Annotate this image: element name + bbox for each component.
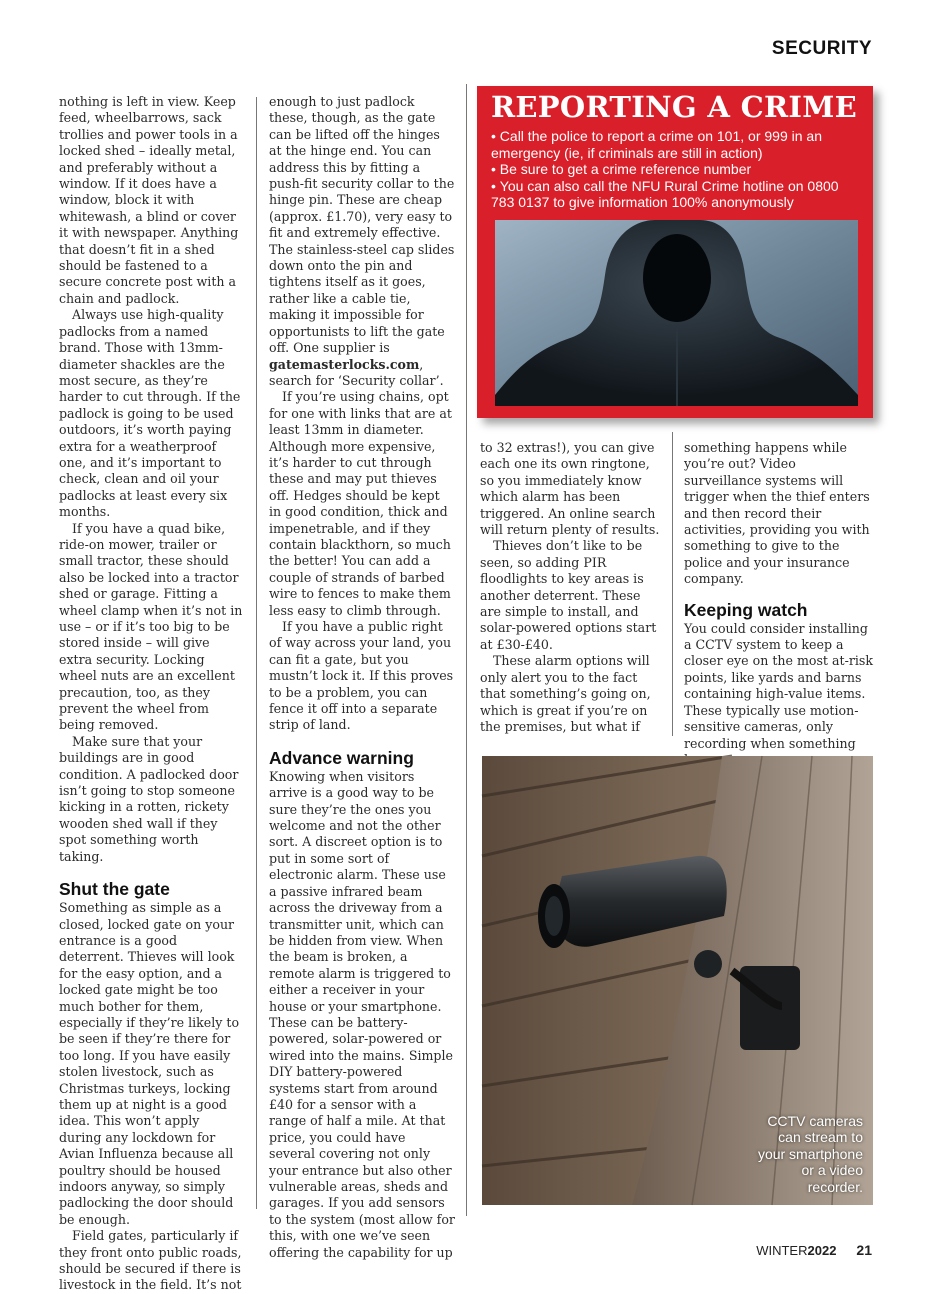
paragraph: Knowing when visitors arrive is a good way to be sure they’re the ones you welcome and not the other sort. A discreet option is to put in some sort of electronic alarm. These use a passive infrared beam across the driveway from a transmitter unit, which can be hidden from view. When the beam is broken, a remote alarm is triggered to either a receiver in your house or your smartphone. These can be battery-powered, solar-powered or wired into the mains. Simple DIY battery-powered systems start from around £40 for a sensor with a range of half a mile. At that price, you could have several covering not only your entrance but also other vulnerable areas, sheds and garages. If you add sensors to the system (most allow for this, with one we’ve seen offering the capability for up [269,768,455,1260]
paragraph: You could consider installing a CCTV system to keep a closer eye on the most at-risk points, like yards and barns containing high-value items. These typically use motion-sensitive cameras, only recording when something [684,620,873,751]
column-2 [269,94,455,1260]
column-rule [466,84,467,1216]
paragraph: If you’re using chains, opt for one with links that are at least 13mm in diameter. Although more expensive, it’s harder to cut through these and may put thieves off. Hedges should be kept in good condition, thick and impenetrable, and if they contain blackthorn, so much the better! You can add a couple of strands of barbed wire to fences to make them less easy to climb through. [269,389,452,618]
paragraph: If you have a public right of way across your land, you can fit a gate, but you mustn’t lock it. If this proves to be a problem, you can fence it off into a separate strip of land. [269,619,454,733]
photo-caption: CCTV cameras can stream to your smartphone or a video recorder. [757,1112,863,1195]
box-bullet: • Be sure to get a crime reference number [491,161,861,178]
paragraph: Thieves don’t like to be seen, so adding PIR floodlights to key areas is another deterrent. These are simple to install, and solar-powered options start at £30-£40. [480,538,657,652]
page-number: 21 [856,1242,872,1258]
box-title: REPORTING A CRIME [491,90,858,124]
paragraph: to 32 extras!), you can give each one its own ringtone, so you immediately know which alarm has been triggered. An online search will return plenty of results. [480,440,660,538]
paragraph: Always use high-quality padlocks from a named brand. Those with 13mm-diameter shackles are the most secure, as they’re harder to cut through. If the padlock is going to be used outdoors, it’s worth paying extra for a weatherproof one, and it’s important to check, clean and oil your padlocks at least every six months. [59,307,241,520]
box-bullet: • You can also call the NFU Rural Crime hotline on 0800 783 0137 to give information 100% anonymously [491,178,861,211]
column-rule [256,97,257,1209]
issue-year: 2022 [807,1243,837,1258]
hooded-figure-image [495,220,858,406]
column-1 [59,94,245,1293]
supplier-link: gatemasterlocks.com [269,356,420,372]
heading-keeping-watch: Keeping watch [684,599,808,620]
paragraph: Something as simple as a closed, locked gate on your entrance is a good deterrent. Thieves will look for the easy option, and a locked gate might be too much bother for them, especially if they’re likely to be seen if they’re there for too long. If you have easily stolen livestock, such as Christmas turkeys, locking them up at night is a good idea. This won’t apply during any lockdown for Avian Influenza because all poultry should be housed indoors anyway, so simply padlocking the door should be enough. [59,900,240,1227]
paragraph: If you have a quad bike, ride-on mower, trailer or small tractor, these should also be locked into a tractor shed or garage. Fitting a wheel clamp when it’s not in use – or if it’s too big to be stored inside – will give extra security. Locking wheel nuts are an excellent precaution, too, as they prevent the wheel from being removed. [59,520,243,733]
section-label: SECURITY [771,38,872,59]
reporting-crime-box [477,86,873,418]
box-bullet-list [491,128,861,211]
page-footer [756,1242,872,1258]
heading-shut-the-gate: Shut the gate [59,879,170,900]
column-3 [480,440,662,740]
column-rule [672,432,673,736]
paragraph: These alarm options will only alert you to the fact that something’s going on, which is great if you’re on the premises, but what if [480,653,651,734]
issue-season: WINTER [756,1243,808,1258]
paragraph: something happens while you’re out? Video surveillance systems will trigger when the thief enters and then record their activities, providing you with something to give to the police and your insurance company. [684,440,870,587]
paragraph: enough to just padlock these, though, as the gate can be lifted off the hinges at the hinge end. You can address this by fitting a push-fit security collar to the hinge pin. These are cheap (approx. £1.70), very easy to fit and extremely effective. The stainless-steel cap slides down onto the pin and tightens itself as it goes, rather like a cable tie, making it impossible for opportunists to lift the gate off. One supplier is gatemasterlocks.com, search for ‘Security collar’. [269,94,455,388]
paragraph: Make sure that your buildings are in good condition. A padlocked door isn’t going to stop someone kicking in a rotten, rickety wooden shed wall if they spot something worth taking. [59,733,239,864]
cctv-camera-photo [482,756,873,1205]
box-bullet: • Call the police to report a crime on 101, or 999 in an emergency (ie, if criminals are still in action) [491,128,861,161]
paragraph: Field gates, particularly if they front onto public roads, should be secured if there is livestock in the field. It’s not [59,1228,242,1293]
heading-advance-warning: Advance warning [269,747,414,768]
paragraph: nothing is left in view. Keep feed, wheelbarrows, sack trollies and power tools in a locked shed – ideally metal, and preferably without a window. If it does have a window, block it with whitewash, a blind or cover it with newspaper. Anything that doesn’t fit in a shed should be fastened to a secure concrete post with a chain and padlock. [59,94,239,306]
column-4 [684,440,874,751]
